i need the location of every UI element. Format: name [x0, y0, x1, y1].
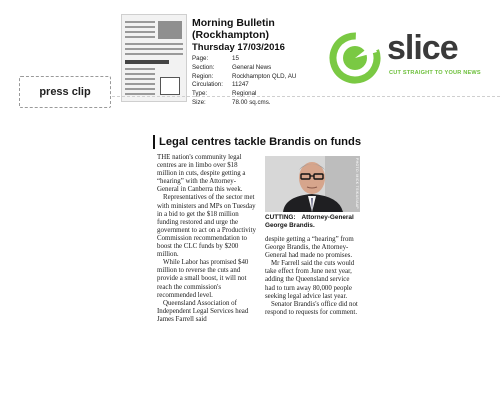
- paragraph: Senator Brandis's office did not respond to requests for comment.: [265, 300, 358, 316]
- paragraph: Mr Farrell said the cuts would take effect from June next year, adding the Queensland service had to turn away 80,000 people seeking legal advice last year.: [265, 260, 355, 300]
- paragraph: despite getting a “hearing” from George Brandis, the Attorney-General had made no promises.: [265, 236, 354, 260]
- press-clip-label: press clip: [19, 76, 111, 108]
- photo-caption: [265, 214, 361, 230]
- thumbnail-headline: [125, 60, 169, 64]
- publication-location: (Rockhampton): [192, 29, 269, 41]
- slice-logo: [327, 30, 492, 86]
- caption-lead: CUTTING:: [265, 214, 296, 221]
- header-divider: [112, 96, 500, 97]
- publication-date: Thursday 17/03/2016: [192, 42, 285, 53]
- meta-row: Page: 15: [192, 55, 239, 62]
- thumbnail-photo: [158, 21, 182, 39]
- paragraph: THE nation's community legal centres are in limbo over $18 million in cuts, despite getting a “hearing” with the Attorney-General in Canberra this week.: [157, 154, 246, 194]
- logo-wordmark: slice: [387, 29, 458, 67]
- publication-meta: [192, 55, 332, 108]
- meta-row: Circulation: 11247: [192, 81, 249, 89]
- slice-logo-icon: [327, 30, 383, 86]
- thumbnail-clip-highlight: [160, 77, 180, 95]
- meta-row: Type: Regional: [192, 90, 257, 98]
- article-column-1: [157, 154, 257, 324]
- publication-name: Morning Bulletin: [192, 17, 275, 29]
- meta-row: Size: 78.00 sq.cms.: [192, 98, 271, 106]
- meta-row: Section: General News: [192, 63, 272, 71]
- paragraph: Queensland Association of Independent Legal Services head James Farrell said: [157, 299, 249, 323]
- portrait-illustration: [265, 156, 360, 212]
- publication-info: [192, 17, 332, 108]
- paragraph: Representatives of the sector met with ministers and MPs on Tuesday in a bid to get the $18 million funding restored and urge the government to act on a Productivity Commission recommendation to boost the CLC funds by $200 million.: [157, 194, 256, 259]
- article-column-2: [265, 236, 361, 317]
- meta-row: Region: Rockhampton QLD, AU: [192, 72, 297, 80]
- article-photo: [265, 156, 360, 212]
- photo-credit: PHOTO: MICK TSIKAS/AAP: [355, 158, 359, 210]
- caption-text: Attorney-General George Brandis.: [265, 214, 354, 229]
- logo-tagline: CUT STRAIGHT TO YOUR NEWS: [389, 70, 481, 76]
- paragraph: While Labor has promised $40 million to reverse the cuts and provide a small boost, it will not reach the commission's recommended level.: [157, 259, 249, 299]
- article-headline: Legal centres tackle Brandis on funds: [153, 135, 361, 149]
- page-thumbnail: [121, 14, 187, 102]
